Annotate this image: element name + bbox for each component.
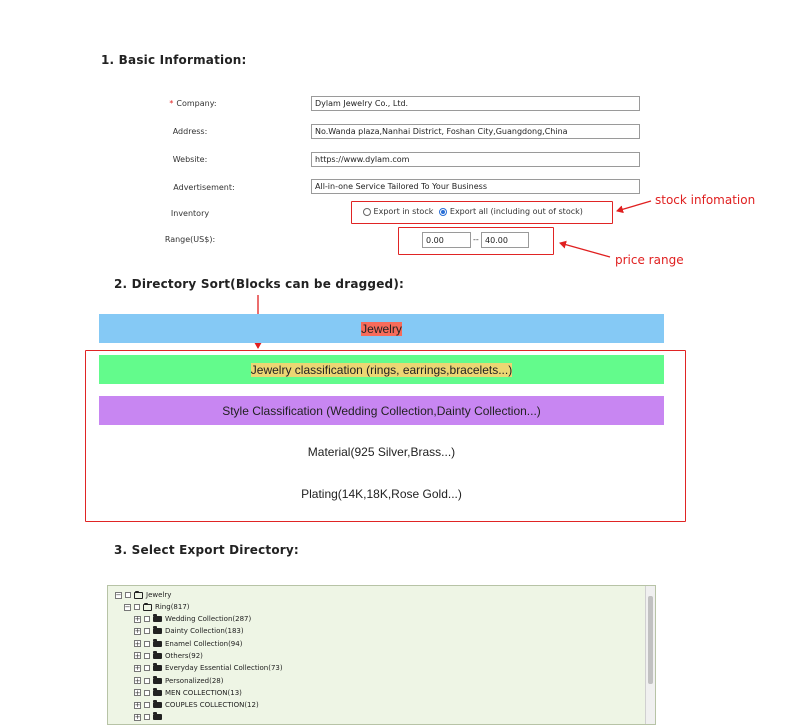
expand-toggle[interactable]: +	[134, 639, 141, 648]
folder-icon	[153, 678, 162, 684]
folder-open-icon	[143, 604, 152, 611]
sort-block-material[interactable]	[99, 437, 664, 466]
export-in-stock-label: Export in stock	[373, 207, 434, 216]
tree-node-category[interactable]	[134, 675, 224, 687]
tree-node-label: Ring(817)	[155, 603, 190, 611]
expand-toggle[interactable]: +	[134, 615, 141, 623]
expand-toggle[interactable]: +	[134, 676, 141, 685]
tree-node-label: COUPLES COLLECTION(12)	[165, 701, 259, 710]
range-label: Range(US$):	[164, 235, 216, 244]
folder-icon	[153, 690, 162, 696]
tree-checkbox[interactable]	[125, 592, 131, 598]
tree-node-category[interactable]	[134, 650, 203, 662]
range-separator: --	[473, 235, 479, 244]
tree-node-category[interactable]	[134, 613, 251, 625]
folder-icon	[153, 653, 162, 659]
expand-toggle[interactable]: +	[134, 627, 141, 636]
sort-block-label: Plating(14K,18K,Rose Gold...)	[301, 486, 462, 501]
folder-icon	[153, 714, 162, 720]
tree-node-category[interactable]	[134, 625, 244, 637]
tree-node-label: MEN COLLECTION(13)	[165, 688, 242, 697]
tree-checkbox[interactable]	[144, 653, 150, 659]
tree-node-label: Others(92)	[165, 651, 203, 660]
tree-node-ring[interactable]	[124, 601, 190, 613]
website-label: Website:	[172, 155, 208, 164]
tree-node-label: Dainty Collection(183)	[165, 627, 244, 636]
section-directory-sort-title: 2. Directory Sort(Blocks can be dragged):	[114, 277, 405, 291]
tree-node-label: Wedding Collection(287)	[165, 615, 252, 623]
section-export-directory-title: 3. Select Export Directory:	[114, 543, 299, 557]
sort-block-style-classification[interactable]	[99, 396, 664, 425]
folder-icon	[153, 616, 162, 622]
expand-toggle[interactable]: +	[134, 688, 141, 697]
tree-checkbox[interactable]	[134, 604, 140, 610]
collapse-toggle[interactable]: −	[124, 603, 131, 611]
tree-node-category[interactable]	[134, 699, 259, 711]
folder-icon	[153, 665, 162, 671]
collapse-toggle[interactable]: −	[115, 591, 122, 599]
tree-checkbox[interactable]	[144, 714, 150, 720]
tree-checkbox[interactable]	[144, 665, 150, 671]
address-label: Address:	[172, 127, 208, 136]
tree-node-category[interactable]	[134, 638, 242, 650]
expand-toggle[interactable]: +	[134, 651, 141, 660]
folder-open-icon	[134, 592, 143, 599]
expand-toggle[interactable]: +	[134, 713, 141, 722]
tree-node-jewelry[interactable]	[115, 589, 171, 601]
tree-node-label: Enamel Collection(94)	[165, 639, 243, 648]
expand-toggle[interactable]: +	[134, 701, 141, 710]
expand-toggle[interactable]: +	[134, 664, 141, 673]
price-annotation-text: price range	[615, 253, 684, 267]
sort-block-label: Style Classification (Wedding Collection,Dainty Collection...)	[222, 403, 541, 418]
tree-node-label: Everyday Essential Collection(73)	[165, 664, 283, 673]
section-basic-information-title: 1. Basic Information:	[101, 53, 247, 67]
tree-node-label: Jewelry	[146, 591, 172, 599]
stock-annotation-text: stock infomation	[655, 193, 756, 207]
advertisement-label: Advertisement:	[173, 183, 235, 192]
sort-block-label: Jewelry classification (rings, earrings,bracelets...)	[250, 362, 513, 377]
folder-icon	[153, 641, 162, 647]
tree-checkbox[interactable]	[144, 628, 150, 634]
tree-node-label: Personalized(28)	[165, 676, 224, 685]
export-all-label: Export all (including out of stock)	[449, 207, 583, 216]
price-annotation-arrow	[560, 243, 610, 257]
tree-node-category[interactable]	[134, 711, 165, 723]
company-label-text: Company:	[176, 99, 217, 108]
sort-block-jewelry[interactable]	[99, 314, 664, 343]
inventory-label: Inventory	[170, 209, 210, 218]
required-mark: *	[169, 99, 174, 108]
tree-node-category[interactable]	[134, 687, 242, 699]
tree-checkbox[interactable]	[144, 641, 150, 647]
sort-block-plating[interactable]	[99, 479, 664, 508]
tree-checkbox[interactable]	[144, 616, 150, 622]
tree-checkbox[interactable]	[144, 690, 150, 696]
folder-icon	[153, 628, 162, 634]
sort-block-label: Material(925 Silver,Brass...)	[307, 444, 456, 459]
tree-checkbox[interactable]	[144, 702, 150, 708]
scrollbar-thumb[interactable]	[648, 596, 653, 684]
tree-scrollbar[interactable]	[645, 586, 655, 724]
tree-checkbox[interactable]	[144, 678, 150, 684]
folder-icon	[153, 702, 162, 708]
stock-annotation-arrow	[617, 201, 651, 211]
sort-block-jewelry-classification[interactable]	[99, 355, 664, 384]
export-directory-tree[interactable]	[107, 585, 656, 725]
tree-node-category[interactable]	[134, 662, 283, 674]
sort-block-label: Jewelry	[361, 321, 402, 336]
